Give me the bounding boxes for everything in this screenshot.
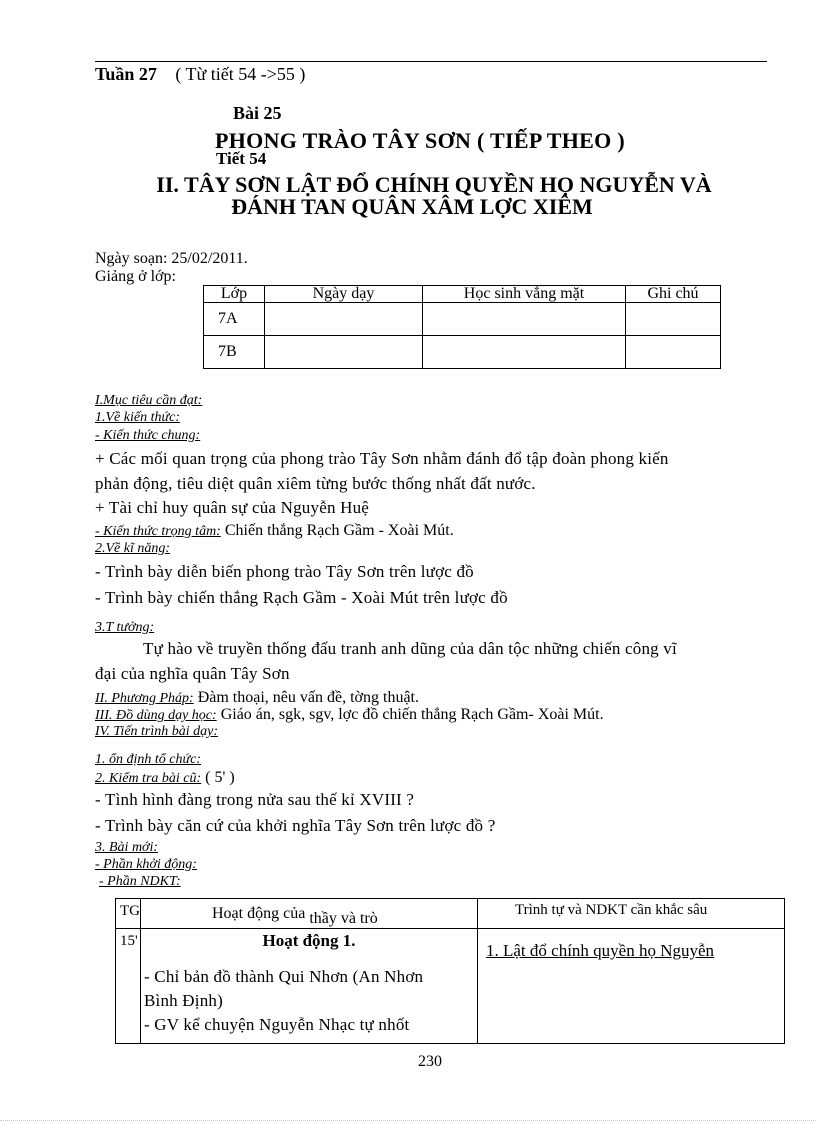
header-cell — [478, 899, 785, 929]
general-knowledge-heading: - Kiến thức chung: — [95, 428, 201, 443]
activity-line: Bình Định) — [144, 991, 223, 1010]
week-label: Tuần 27 — [95, 64, 157, 84]
content-cell — [478, 929, 785, 1044]
attendance-row — [204, 336, 721, 369]
attitude-line-2: đại của nghĩa quân Tây Sơn — [95, 664, 290, 683]
class-label: Giảng ở lớp: — [95, 268, 176, 285]
warmup-heading: - Phần khởi động: — [95, 857, 197, 872]
materials-line — [95, 706, 604, 724]
new-lesson-heading: 3. Bài mới: — [95, 840, 159, 855]
lesson-table-header — [116, 899, 785, 929]
time-value: 15' — [120, 933, 138, 949]
empty-cell — [423, 336, 626, 369]
materials-text: Giáo án, sgk, sgv, lợc đồ chiến thắng Rạch Gầm- Xoài Mút. — [216, 706, 604, 723]
review-time: ( 5' ) — [201, 769, 235, 786]
period-label: Tiết 54 — [216, 149, 267, 168]
skill-2: - Trình bày chiến thắng Rạch Gầm - Xoài Mút trên lược đồ — [95, 588, 508, 607]
knowledge-point-1b: phản động, tiêu diệt quân xiêm từng bước thống nhất đất nước. — [95, 474, 536, 493]
method-text: Đàm thoại, nêu vấn đề, tờng thuật. — [193, 689, 419, 706]
class-cell: 7B — [204, 336, 265, 369]
attendance-header-row — [204, 286, 721, 303]
materials-label: III. Đồ dùng dạy học: — [95, 708, 217, 723]
question-2: - Trình bày căn cứ của khởi nghĩa Tây Sơn trên lược đồ ? — [95, 816, 496, 835]
header-activity-a: Hoạt động của — [212, 905, 306, 922]
organization-heading: 1. ổn định tổ chức: — [95, 752, 202, 767]
review-line — [95, 769, 235, 787]
objectives-heading: I.Mục tiêu cần đạt: — [95, 393, 203, 408]
page-bottom-rule — [0, 1120, 816, 1121]
skills-heading: 2.Về kĩ năng: — [95, 541, 171, 556]
header-time: TG — [120, 903, 140, 919]
prep-date: Ngày soạn: 25/02/2011. — [95, 250, 248, 267]
page-title: PHONG TRÀO TÂY SƠN ( TIẾP THEO ) — [215, 128, 625, 153]
section-heading-line2: ĐÁNH TAN QUÂN XÂM LỢC XIÊM — [231, 194, 593, 219]
period-range: ( Từ tiết 54 ->55 ) — [175, 64, 306, 84]
header-class: Lớp — [204, 286, 265, 303]
header-absent: Học sinh vắng mặt — [423, 286, 626, 303]
skill-1: - Trình bày diễn biến phong trào Tây Sơn trên lược đồ — [95, 562, 474, 581]
activity-cell — [141, 929, 478, 1044]
table-row — [116, 929, 785, 1044]
activity-title: Hoạt động 1. — [262, 931, 356, 950]
knowledge-heading: 1.Về kiến thức: — [95, 410, 180, 425]
page-number: 230 — [418, 1053, 442, 1070]
focus-line — [95, 522, 454, 540]
header-activity-b: thầy và trò — [305, 910, 378, 927]
week-line — [95, 64, 305, 85]
lesson-number: Bài 25 — [233, 103, 282, 123]
header-note: Ghi chú — [626, 286, 721, 303]
time-cell — [116, 929, 141, 1044]
empty-cell — [626, 336, 721, 369]
attendance-row — [204, 303, 721, 336]
empty-cell — [423, 303, 626, 336]
empty-cell — [265, 303, 423, 336]
empty-cell — [265, 336, 423, 369]
attitude-heading: 3.T tưởng: — [95, 620, 155, 635]
header-date: Ngày dạy — [265, 286, 423, 303]
content-heading: - Phần NDKT: — [99, 874, 181, 889]
focus-label: - Kiến thức trọng tâm: — [95, 524, 221, 539]
class-cell: 7A — [204, 303, 265, 336]
header-cell — [141, 899, 478, 929]
question-1: - Tình hình đàng trong nửa sau thế kỉ XVIII ? — [95, 790, 415, 809]
attitude-line-1: Tự hào về truyền thống đấu tranh anh dũng của dân tộc những chiến công vĩ — [143, 639, 677, 658]
focus-text: Chiến thắng Rạch Gầm - Xoài Mút. — [220, 522, 454, 539]
empty-cell — [626, 303, 721, 336]
lesson-table — [115, 898, 785, 1044]
top-rule — [95, 61, 767, 62]
method-label: II. Phương Pháp: — [95, 691, 194, 706]
procedure-heading: IV. Tiến trình bài dạy: — [95, 724, 219, 739]
content-point: 1. Lật đổ chính quyền họ Nguyễn — [486, 941, 715, 960]
header-activity — [141, 899, 477, 927]
knowledge-point-1a: + Các mối quan trọng của phong trào Tây Sơn nhằm đánh đổ tập đoàn phong kiến — [95, 449, 669, 468]
method-line — [95, 689, 419, 707]
activity-line: - GV kể chuyện Nguyễn Nhạc tự nhốt — [144, 1015, 410, 1034]
activity-line: - Chỉ bản đồ thành Qui Nhơn (An Nhơn — [144, 967, 424, 986]
knowledge-point-2: + Tài chỉ huy quân sự của Nguyễn Huệ — [95, 498, 370, 517]
header-cell — [116, 899, 141, 929]
review-label: 2. Kiểm tra bài cũ: — [95, 771, 202, 786]
header-content: Trình tự và NDKT cần khắc sâu — [515, 902, 708, 918]
section-heading-line1: II. TÂY SƠN LẬT ĐỔ CHÍNH QUYỀN HỌ NGUYỄN VÀ — [156, 172, 712, 197]
attendance-table — [203, 285, 721, 369]
